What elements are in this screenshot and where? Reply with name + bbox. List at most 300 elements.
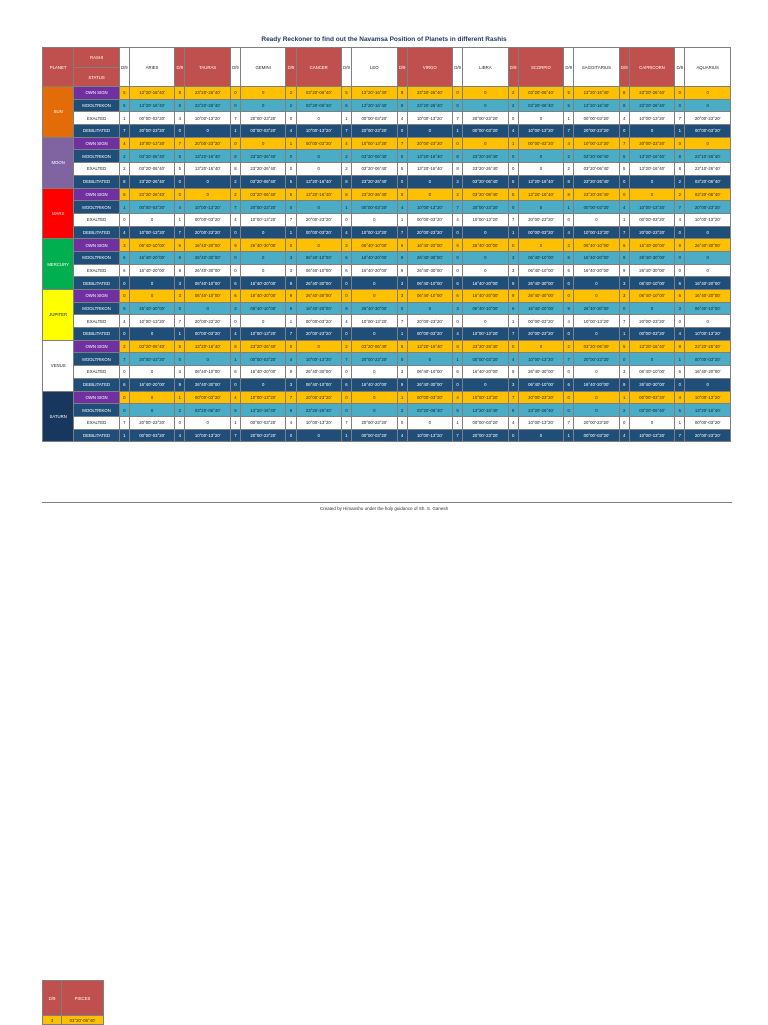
range-cell: 13°20'-16°40' — [629, 150, 674, 163]
table-row — [43, 87, 731, 100]
range-cell: 23°20'-26°40' — [685, 340, 731, 353]
dno-cell: 2 — [453, 188, 463, 201]
range-cell: 20°00'-23°20' — [185, 315, 230, 328]
dno-cell: 9 — [341, 302, 351, 315]
range-cell: 0 — [574, 391, 619, 404]
range-cell: 00°00'-03°20' — [296, 226, 341, 239]
table-row — [43, 290, 731, 303]
range-cell: 10°00'-13°20' — [407, 201, 452, 214]
dno-cell: 2 — [564, 150, 574, 163]
range-cell: 06°40'-10°00' — [185, 366, 230, 379]
range-cell: 0 — [574, 366, 619, 379]
dno-cell: 3 — [175, 277, 185, 290]
dno-cell: 7 — [175, 226, 185, 239]
range-cell: 10°00'-13°20' — [129, 315, 174, 328]
range-cell: 20°00'-23°20' — [185, 137, 230, 150]
dno-header: D/9 — [175, 48, 185, 87]
range-cell: 10°00'-13°20' — [129, 137, 174, 150]
dno-cell: 1 — [453, 416, 463, 429]
range-cell: 16°40'-20°00' — [129, 378, 174, 391]
dno-cell: 0 — [619, 125, 629, 138]
dno-cell: 7 — [675, 112, 685, 125]
range-cell: 23°20'-26°40' — [629, 99, 674, 112]
range-cell: 23°20'-26°40' — [240, 150, 285, 163]
dno-cell: 2 — [675, 188, 685, 201]
dno-header: D/9 — [341, 48, 351, 87]
dno-cell: 0 — [119, 213, 129, 226]
dno-cell: 0 — [286, 340, 296, 353]
dno-cell: 4 — [286, 125, 296, 138]
dno-cell: 5 — [564, 99, 574, 112]
range-cell: 0 — [185, 175, 230, 188]
range-cell: 06°40'-10°00' — [185, 290, 230, 303]
range-cell: 10°00'-13°20' — [240, 328, 285, 341]
dno-cell: 8 — [119, 188, 129, 201]
range-cell: 0 — [463, 315, 508, 328]
range-cell: 0 — [407, 125, 452, 138]
range-cell: 0 — [240, 264, 285, 277]
range-cell: 23°10'-26°40' — [685, 163, 731, 176]
range-cell: 0 — [518, 163, 563, 176]
range-cell: 16°40'-20°00' — [185, 239, 230, 252]
footer-credit: Created by Himanshu under the holy guidance of Sh. S. Ganesh — [319, 506, 449, 511]
range-cell: 16°40'-20°00' — [352, 378, 397, 391]
dno-cell: 9 — [397, 264, 407, 277]
range-cell: 10°00'-13°20' — [129, 226, 174, 239]
dno-cell: 2 — [397, 404, 407, 417]
rashi-col-leo: LEO — [352, 48, 397, 87]
range-cell: 0 — [463, 99, 508, 112]
range-cell: 0 — [629, 175, 674, 188]
dno-cell: 9 — [397, 251, 407, 264]
range-cell: 0 — [296, 163, 341, 176]
table-row — [43, 340, 731, 353]
range-cell: 16°40'-20°00' — [296, 302, 341, 315]
range-cell: 06°40'-10°00' — [518, 378, 563, 391]
range-cell: 0 — [407, 188, 452, 201]
range-cell: 06°40'-10°00' — [407, 366, 452, 379]
dno-cell: 1 — [453, 125, 463, 138]
range-cell: 20°00'-23°20' — [518, 391, 563, 404]
range-cell: 23°20'-26°40' — [574, 188, 619, 201]
dno-cell: 1 — [119, 201, 129, 214]
dno-cell: 2 — [175, 404, 185, 417]
range-cell: 10°00'-13°20' — [185, 429, 230, 442]
range-cell: 10°00'-13°20' — [296, 416, 341, 429]
table-row — [43, 302, 731, 315]
range-cell: 23°20'-26°40' — [352, 188, 397, 201]
dno-cell: 0 — [175, 353, 185, 366]
range-cell: 13°20'-16°40' — [574, 99, 619, 112]
range-cell: 03°20'-06°40' — [296, 87, 341, 100]
table-row — [43, 112, 731, 125]
dno-cell: 4 — [230, 391, 240, 404]
range-cell: 0 — [629, 416, 674, 429]
range-cell: 0 — [185, 125, 230, 138]
range-cell: 13°20'-16°40' — [185, 163, 230, 176]
page-title: Ready Reckoner to find out the Navamsa Position of Planets in different Rashis — [261, 36, 507, 43]
dno-cell: 6 — [675, 366, 685, 379]
range-cell: 20°00'-23°20' — [574, 353, 619, 366]
range-cell: 16°40'-20°00' — [574, 264, 619, 277]
range-cell: 0 — [129, 366, 174, 379]
dno-cell: 2 — [564, 340, 574, 353]
dno-cell: 6 — [397, 239, 407, 252]
status-cell: DEBILITATED — [74, 175, 119, 188]
dno-cell: 3 — [675, 302, 685, 315]
dno-cell: 3 — [508, 378, 518, 391]
dno-cell: 0 — [119, 290, 129, 303]
dno-cell: 0 — [675, 315, 685, 328]
range-cell: 23°20'-26°40' — [629, 87, 674, 100]
dno-cell: 5 — [675, 404, 685, 417]
range-cell: 0 — [574, 328, 619, 341]
range-cell: 06°40'-10°00' — [463, 302, 508, 315]
range-cell: 0 — [296, 239, 341, 252]
dno-cell: 7 — [230, 112, 240, 125]
range-cell: 20°00'-23°20' — [685, 429, 731, 442]
range-cell: 0 — [629, 302, 674, 315]
dno-cell: 2 — [453, 175, 463, 188]
table-row — [43, 404, 731, 417]
dno-header: D/9 — [397, 48, 407, 87]
status-cell: EXALTED — [74, 315, 119, 328]
dno-cell: 1 — [286, 315, 296, 328]
range-cell: 00°00'-03°20' — [407, 391, 452, 404]
range-cell: 13°20'-16°40' — [407, 163, 452, 176]
dno-cell: 2 — [619, 404, 629, 417]
dno-cell: 6 — [230, 277, 240, 290]
dno-cell: 7 — [119, 125, 129, 138]
dno-cell: 7 — [619, 315, 629, 328]
range-cell: 13°20'-16°40' — [407, 340, 452, 353]
range-cell: 00°00'-03°20' — [240, 353, 285, 366]
range-cell: 00°00'-03°20' — [685, 353, 731, 366]
range-cell: 00°00'-03°20' — [352, 112, 397, 125]
dno-cell: 7 — [286, 328, 296, 341]
status-cell: OWN SIGN — [74, 87, 119, 100]
dno-cell: 1 — [675, 125, 685, 138]
dno-cell: 6 — [453, 290, 463, 303]
dno-cell: 3 — [175, 366, 185, 379]
dno-cell: 0 — [508, 112, 518, 125]
dno-cell: 0 — [675, 378, 685, 391]
range-cell: 23°20'-26°40' — [352, 175, 397, 188]
table-row — [43, 175, 731, 188]
dno-cell: 0 — [564, 290, 574, 303]
table-row — [43, 277, 731, 290]
range-cell: 10°00'-13°20' — [296, 353, 341, 366]
dno-cell: 9 — [453, 239, 463, 252]
range-cell: 10°00'-13°20' — [352, 315, 397, 328]
dno-cell: 8 — [175, 87, 185, 100]
dno-cell: 0 — [230, 251, 240, 264]
range-cell: 16°40'-20°00' — [240, 290, 285, 303]
range-cell: 0 — [240, 226, 285, 239]
dno-cell: 2 — [230, 188, 240, 201]
range-cell: 03°20'-06°40' — [185, 404, 230, 417]
table-row — [43, 150, 731, 163]
range-cell: 03°20'-06°40' — [352, 163, 397, 176]
dno-cell: 1 — [175, 213, 185, 226]
dno-cell: 5 — [175, 340, 185, 353]
range-cell: 26°40'-30°00' — [463, 239, 508, 252]
dno-cell: 0 — [230, 137, 240, 150]
dno-cell: 3 — [619, 290, 629, 303]
dno-cell: 2 — [564, 163, 574, 176]
dno-cell: 0 — [675, 264, 685, 277]
range-cell: 0 — [574, 213, 619, 226]
dno-cell: 3 — [286, 378, 296, 391]
range-cell: 13°20'-16°40' — [129, 87, 174, 100]
dno-cell: 4 — [119, 137, 129, 150]
pisces-dno-header: D/9 — [43, 981, 62, 1016]
range-cell: 23°20'-26°40' — [407, 99, 452, 112]
range-cell: 20°00'-23°20' — [629, 137, 674, 150]
rashi-col-libra: LIBRA — [463, 48, 508, 87]
range-cell: 0 — [352, 391, 397, 404]
range-cell: 10°00'-13°20' — [574, 315, 619, 328]
range-cell: 0 — [407, 416, 452, 429]
range-cell: 0 — [129, 277, 174, 290]
footer-divider — [42, 502, 732, 503]
dno-cell: 7 — [564, 353, 574, 366]
planet-jupiter: JUPITER — [43, 290, 74, 341]
dno-cell: 1 — [397, 391, 407, 404]
dno-cell: 0 — [453, 99, 463, 112]
dno-cell: 9 — [119, 302, 129, 315]
range-cell: 0 — [685, 251, 731, 264]
range-cell: 16°40'-20°00' — [463, 277, 508, 290]
dno-cell: 5 — [619, 340, 629, 353]
dno-cell: 0 — [230, 87, 240, 100]
range-cell: 0 — [240, 87, 285, 100]
dno-cell: 2 — [508, 99, 518, 112]
range-cell: 00°00'-03°20' — [574, 429, 619, 442]
status-cell: DEBILITATED — [74, 429, 119, 442]
dno-cell: 0 — [564, 404, 574, 417]
range-cell: 10°00'-13°20' — [352, 137, 397, 150]
dno-cell: 1 — [508, 226, 518, 239]
dno-cell: 0 — [286, 150, 296, 163]
status-cell: DEBILITATED — [74, 328, 119, 341]
range-cell: 26°40'-30°00' — [296, 277, 341, 290]
range-cell: 03°20'-06°40' — [129, 340, 174, 353]
dno-cell: 0 — [397, 302, 407, 315]
range-cell: 26°40'-30°00' — [629, 378, 674, 391]
range-cell: 20°00'-23°20' — [463, 201, 508, 214]
range-cell: 13°20'-16°40' — [185, 340, 230, 353]
dno-cell: 1 — [453, 353, 463, 366]
range-cell: 00°00'-03°20' — [463, 416, 508, 429]
dno-cell: 4 — [230, 213, 240, 226]
dno-cell: 3 — [619, 366, 629, 379]
table-row — [43, 416, 731, 429]
dno-cell: 1 — [230, 125, 240, 138]
range-cell: 00°00'-03°20' — [185, 328, 230, 341]
dno-cell: 1 — [675, 353, 685, 366]
range-cell: 10°00'-13°20' — [685, 391, 731, 404]
range-cell: 16°40'-20°00' — [685, 290, 731, 303]
range-cell: 23°20'-26°40' — [240, 340, 285, 353]
dno-cell: 7 — [286, 213, 296, 226]
range-cell: 03°20'-06°40' — [463, 188, 508, 201]
range-cell: 10°00'-13°20' — [240, 213, 285, 226]
table-row — [43, 328, 731, 341]
dno-cell: 6 — [453, 277, 463, 290]
dno-cell: 0 — [175, 175, 185, 188]
range-cell: 20°00'-23°20' — [685, 112, 731, 125]
dno-cell: 3 — [619, 277, 629, 290]
range-cell: 16°40'-20°00' — [629, 239, 674, 252]
range-cell: 0 — [240, 137, 285, 150]
range-cell: 0 — [463, 226, 508, 239]
dno-cell: 0 — [508, 150, 518, 163]
range-cell: 20°00'-23°20' — [240, 429, 285, 442]
range-cell: 13°20'-16°40' — [296, 175, 341, 188]
dno-cell: 0 — [119, 391, 129, 404]
dno-cell: 4 — [564, 315, 574, 328]
dno-cell: 4 — [119, 315, 129, 328]
range-cell: 00°00'-03°20' — [629, 328, 674, 341]
dno-cell: 1 — [397, 328, 407, 341]
dno-cell: 9 — [397, 378, 407, 391]
table-row — [43, 201, 731, 214]
dno-cell: 6 — [230, 366, 240, 379]
dno-cell: 7 — [564, 416, 574, 429]
dno-cell: 7 — [619, 137, 629, 150]
range-cell: 0 — [185, 353, 230, 366]
dno-cell: 0 — [397, 353, 407, 366]
range-cell: 20°00'-23°20' — [296, 213, 341, 226]
dno-cell: 5 — [564, 87, 574, 100]
dno-cell: 2 — [341, 150, 351, 163]
dno-cell: 4 — [508, 416, 518, 429]
dno-cell: 1 — [175, 391, 185, 404]
range-cell: 26°40'-30°00' — [240, 239, 285, 252]
dno-cell: 0 — [341, 290, 351, 303]
range-cell: 06°40'-10°00' — [407, 290, 452, 303]
dno-cell: 8 — [453, 163, 463, 176]
dno-cell: 9 — [286, 277, 296, 290]
dno-cell: 8 — [675, 163, 685, 176]
dno-cell: 0 — [119, 366, 129, 379]
range-cell: 00°00'-03°20' — [352, 201, 397, 214]
range-cell: 13°20'-16°40' — [629, 340, 674, 353]
range-cell: 03°20'-06°40' — [240, 175, 285, 188]
dno-cell: 5 — [341, 87, 351, 100]
dno-cell: 9 — [508, 277, 518, 290]
dno-cell: 1 — [619, 391, 629, 404]
dno-cell: 4 — [675, 213, 685, 226]
dno-cell: 0 — [508, 429, 518, 442]
dno-cell: 5 — [397, 340, 407, 353]
status-header: STATUS — [74, 68, 119, 87]
dno-cell: 5 — [397, 163, 407, 176]
dno-cell: 0 — [508, 239, 518, 252]
dno-cell: 0 — [397, 188, 407, 201]
range-cell: 20°00'-23°20' — [629, 226, 674, 239]
dno-cell: 1 — [230, 353, 240, 366]
range-cell: 13°20'-16°40' — [518, 175, 563, 188]
range-cell: 00°00'-03°20' — [240, 416, 285, 429]
status-cell: OWN SIGN — [74, 188, 119, 201]
range-cell: 00°00'-03°20' — [685, 416, 731, 429]
dno-cell: 0 — [230, 264, 240, 277]
dno-cell: 3 — [397, 277, 407, 290]
dno-cell: 4 — [119, 226, 129, 239]
dno-cell: 6 — [341, 251, 351, 264]
range-cell: 0 — [296, 429, 341, 442]
table-row — [43, 429, 731, 442]
range-cell: 20°00'-23°20' — [407, 137, 452, 150]
dno-cell: 9 — [286, 366, 296, 379]
range-cell: 00°00'-03°20' — [407, 328, 452, 341]
range-cell: 20°00'-23°20' — [296, 328, 341, 341]
dno-cell: 6 — [119, 378, 129, 391]
dno-cell: 7 — [230, 429, 240, 442]
range-cell: 06°40'-10°00' — [240, 302, 285, 315]
dno-cell: 1 — [286, 137, 296, 150]
range-cell: 10°00'-13°20' — [574, 226, 619, 239]
dno-cell: 7 — [175, 315, 185, 328]
dno-cell: 4 — [675, 328, 685, 341]
range-cell: 26°40'-30°00' — [518, 277, 563, 290]
dno-header: D/9 — [564, 48, 574, 87]
range-cell: 13°20'-16°40' — [407, 150, 452, 163]
dno-cell: 7 — [341, 416, 351, 429]
dno-cell: 0 — [675, 99, 685, 112]
range-cell: 20°00'-23°20' — [296, 391, 341, 404]
range-cell: 20°00'-23°20' — [240, 112, 285, 125]
range-cell: 0 — [463, 87, 508, 100]
dno-cell: 0 — [564, 328, 574, 341]
dno-cell: 1 — [564, 112, 574, 125]
dno-cell: 0 — [619, 416, 629, 429]
dno-cell: 4 — [453, 213, 463, 226]
range-cell: 0 — [518, 429, 563, 442]
dno-cell: 1 — [119, 429, 129, 442]
range-cell: 0 — [574, 404, 619, 417]
range-cell: 0 — [296, 150, 341, 163]
dno-cell: 2 — [119, 340, 129, 353]
dno-cell: 3 — [508, 264, 518, 277]
pisces-dno-cell: 3 — [43, 1016, 62, 1025]
range-cell: 20°00'-23°20' — [352, 416, 397, 429]
range-cell: 16°40'-20°00' — [129, 264, 174, 277]
dno-cell: 8 — [564, 175, 574, 188]
rashi-col-cancer: CANCER — [296, 48, 341, 87]
dno-cell: 8 — [397, 87, 407, 100]
range-cell: 06°40'-10°00' — [129, 239, 174, 252]
dno-cell: 0 — [564, 213, 574, 226]
dno-cell: 8 — [508, 404, 518, 417]
range-cell: 00°00'-03°20' — [685, 125, 731, 138]
dno-cell: 4 — [453, 328, 463, 341]
range-cell: 06°40'-10°00' — [296, 251, 341, 264]
dno-cell: 1 — [564, 201, 574, 214]
range-cell: 00°00'-03°20' — [129, 201, 174, 214]
range-cell: 26°40'-30°00' — [185, 251, 230, 264]
rashi-col-virgo: VIRGO — [407, 48, 452, 87]
dno-cell: 5 — [230, 404, 240, 417]
range-cell: 10°00'-13°20' — [463, 213, 508, 226]
dno-cell: 5 — [619, 163, 629, 176]
range-cell: 20°00'-23°20' — [407, 226, 452, 239]
range-cell: 03°20'-06°40' — [518, 87, 563, 100]
status-cell: OWN SIGN — [74, 340, 119, 353]
range-cell: 0 — [240, 315, 285, 328]
